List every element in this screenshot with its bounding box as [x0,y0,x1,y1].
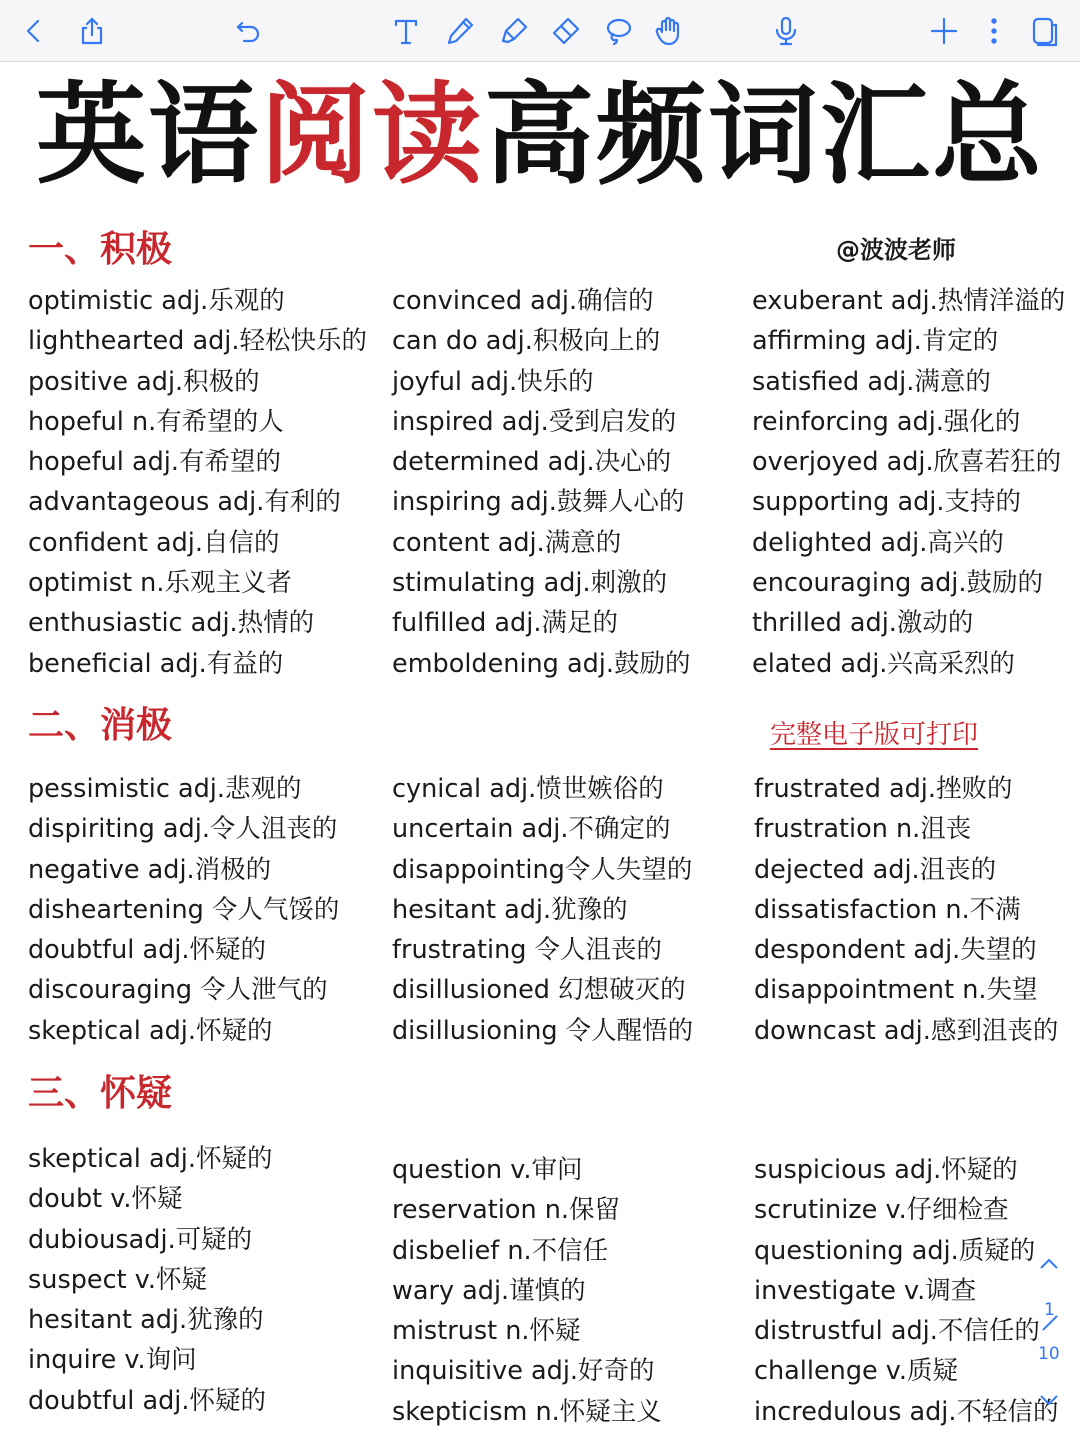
list-item: reservation n.保留 [392,1195,621,1226]
section2-column3 [754,769,1058,1051]
list-item: stimulating adj.刺激的 [392,568,668,599]
list-item: cynical adj.愤世嫉俗的 [392,774,664,804]
add-icon[interactable] [924,11,964,51]
section3-column1 [28,1139,272,1421]
list-item: content adj.满意的 [392,527,622,558]
text-tool-icon[interactable] [386,11,426,51]
list-item: incredulous adj.不轻信的 [754,1396,1059,1427]
section1-column1 [28,281,367,684]
pen-icon[interactable] [440,11,480,51]
list-item: despondent adj.失望的 [754,935,1037,966]
share-icon[interactable] [72,11,112,51]
list-item: satisfied adj.满意的 [752,366,991,397]
list-item: exuberant adj.热情洋溢的 [752,286,1066,316]
list-item: convinced adj.确信的 [392,286,654,316]
list-item: disappointment n.失望 [754,975,1038,1006]
list-item: pessimistic adj.悲观的 [28,774,302,804]
list-item: disbelief n.不信任 [392,1235,609,1266]
list-item: frustrated adj.挫败的 [754,774,1013,804]
title-part2: 阅读 [260,71,484,199]
section2-column1 [28,769,339,1051]
pages-icon[interactable] [1024,11,1064,51]
list-item: confident adj.自信的 [28,527,280,558]
section3-column2 [392,1150,662,1432]
list-item: beneficial adj.有益的 [28,648,284,679]
section-heading-doubt: 三、怀疑 [28,1073,173,1114]
list-item: frustrating 令人沮丧的 [392,935,663,966]
list-item: doubtful adj.怀疑的 [28,935,266,966]
list-item: lighthearted adj.轻松快乐的 [28,326,367,357]
list-item: suspicious adj.怀疑的 [754,1155,1018,1185]
hand-icon[interactable] [648,11,688,51]
list-item: inquisitive adj.好奇的 [392,1356,655,1387]
list-item: question v.审问 [392,1155,583,1185]
section3-column3 [754,1150,1058,1432]
total-pages: 10 [1038,1344,1060,1364]
page-title [0,70,1080,200]
list-item: dispiriting adj.令人沮丧的 [28,814,338,845]
list-item: inspiring adj.鼓舞人心的 [392,487,685,518]
list-item: inquire v.询问 [28,1345,197,1376]
list-item: investigate v.调查 [754,1275,977,1306]
list-item: optimistic adj.乐观的 [28,286,285,316]
list-item: disheartening 令人气馁的 [28,894,340,925]
list-item: frustration n.沮丧 [754,814,972,845]
list-item: determined adj.决心的 [392,447,672,478]
list-item: inspired adj.受到启发的 [392,406,677,437]
list-item: hesitant adj.犹豫的 [28,1305,264,1336]
list-item: challenge v.质疑 [754,1356,959,1387]
list-item: thrilled adj.激动的 [752,608,974,639]
list-item: affirming adj.肯定的 [752,326,999,357]
highlighter-icon[interactable] [494,11,534,51]
section1-column3 [752,281,1065,684]
microphone-icon[interactable] [766,11,806,51]
list-item: distrustful adj.不信任的 [754,1316,1040,1347]
list-item: uncertain adj.不确定的 [392,814,671,845]
list-item: elated adj.兴高采烈的 [752,648,1015,679]
list-item: dejected adj.沮丧的 [754,854,997,885]
print-version-link[interactable]: 完整电子版可打印 [770,720,979,750]
toolbar [0,0,1080,62]
list-item: hopeful n.有希望的人 [28,406,284,437]
list-item: questioning adj.质疑的 [754,1235,1036,1266]
list-item: disappointing令人失望的 [392,854,693,885]
more-icon[interactable] [974,11,1014,51]
list-item: positive adj.积极的 [28,366,260,397]
list-item: doubt v.怀疑 [28,1184,183,1215]
eraser-icon[interactable] [546,11,586,51]
list-item: doubtful adj.怀疑的 [28,1385,266,1416]
list-item: overjoyed adj.欣喜若狂的 [752,447,1062,478]
list-item: advantageous adj.有利的 [28,487,341,518]
list-item: skepticism n.怀疑主义 [392,1396,662,1427]
undo-icon[interactable] [228,11,268,51]
list-item: downcast adj.感到沮丧的 [754,1015,1059,1046]
author-label: @波波老师 [836,236,956,264]
list-item: mistrust n.怀疑 [392,1316,581,1347]
list-item: skeptical adj.怀疑的 [28,1144,273,1174]
title-part1: 英语 [36,71,260,199]
page-indicator[interactable] [1030,1252,1070,1412]
list-item: dissatisfaction n.不满 [754,894,1021,925]
list-item: skeptical adj.怀疑的 [28,1015,273,1046]
list-item: emboldening adj.鼓励的 [392,648,691,679]
list-item: disillusioned 幻想破灭的 [392,975,686,1006]
list-item: encouraging adj.鼓励的 [752,568,1043,599]
list-item: can do adj.积极向上的 [392,326,661,357]
title-part3: 高频词汇总 [484,71,1044,199]
current-page: 1 [1044,1300,1055,1320]
list-item: joyful adj.快乐的 [392,366,594,397]
section-heading-positive: 一、积极 [28,229,173,270]
list-item: optimist n.乐观主义者 [28,568,292,599]
page-up-icon[interactable] [1038,1256,1060,1272]
list-item: negative adj.消极的 [28,854,272,885]
list-item: wary adj.谨慎的 [392,1275,586,1306]
list-item: delighted adj.高兴的 [752,527,1004,558]
section2-column2 [392,769,693,1051]
list-item: disillusioning 令人醒悟的 [392,1015,694,1046]
section-heading-negative: 二、消极 [28,705,173,746]
list-item: supporting adj.支持的 [752,487,1021,518]
list-item: dubiousadj.可疑的 [28,1224,253,1255]
list-item: fulfilled adj.满足的 [392,608,618,639]
list-item: hesitant adj.犹豫的 [392,894,628,925]
list-item: hopeful adj.有希望的 [28,447,281,478]
list-item: enthusiastic adj.热情的 [28,608,315,639]
list-item: scrutinize v.仔细检查 [754,1195,1009,1226]
list-item: discouraging 令人泄气的 [28,975,328,1006]
back-icon[interactable] [14,11,54,51]
section1-column2 [392,281,690,684]
list-item: suspect v.怀疑 [28,1264,207,1295]
page-down-icon[interactable] [1038,1392,1060,1408]
list-item: reinforcing adj.强化的 [752,406,1021,437]
lasso-icon[interactable] [598,11,638,51]
